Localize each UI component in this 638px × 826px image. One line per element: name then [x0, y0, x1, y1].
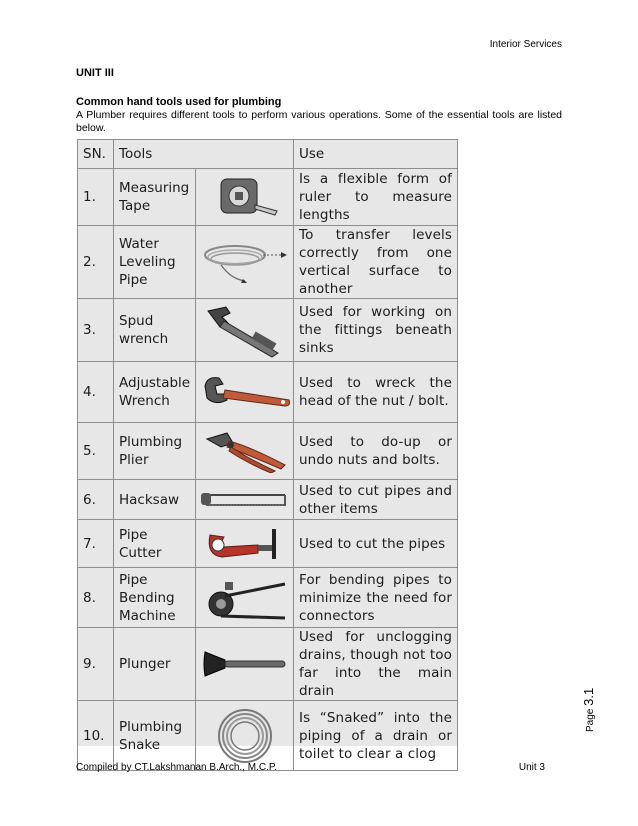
page-number-value: 3.1	[581, 687, 596, 706]
pipe-bender-icon	[196, 568, 294, 628]
row-tool: Plumbing Plier	[114, 423, 196, 480]
row-tool: Pipe Bending Machine	[114, 568, 196, 628]
row-tool: Pipe Cutter	[114, 520, 196, 568]
tools-table	[77, 139, 458, 771]
row-tool: Hacksaw	[114, 480, 196, 520]
table-row	[78, 423, 458, 480]
row-use: For bending pipes to minimize the need for connectors	[294, 568, 458, 628]
table-header-row	[78, 140, 458, 169]
unit-title: UNIT III	[76, 67, 114, 79]
row-sn: 3.	[78, 299, 114, 362]
table-row	[78, 299, 458, 362]
table-row	[78, 701, 458, 771]
header-use: Use	[294, 140, 458, 169]
row-tool: Spud wrench	[114, 299, 196, 362]
row-sn: 5.	[78, 423, 114, 480]
row-use: Is “Snaked” into the piping of a drain or toilet to clear a clog	[294, 701, 458, 771]
row-use: Is a flexible form of ruler to measure lengths	[294, 169, 458, 226]
table-row	[78, 568, 458, 628]
plumbing-plier-icon	[196, 423, 294, 480]
row-sn: 4.	[78, 362, 114, 423]
table-row	[78, 362, 458, 423]
row-sn: 7.	[78, 520, 114, 568]
row-use: Used for unclogging drains, though not too far into the main drain	[294, 628, 458, 701]
row-tool: Measuring Tape	[114, 169, 196, 226]
row-use: Used to wreck the head of the nut / bolt.	[294, 362, 458, 423]
spud-wrench-icon	[196, 299, 294, 362]
header-sn: SN.	[78, 140, 114, 169]
header-tools: Tools	[114, 140, 294, 169]
row-sn: 6.	[78, 480, 114, 520]
page-number	[581, 687, 597, 732]
row-sn: 9.	[78, 628, 114, 701]
row-tool: Water Leveling Pipe	[114, 226, 196, 299]
running-header: Interior Services	[489, 39, 562, 50]
row-use: Used to cut the pipes	[294, 520, 458, 568]
row-sn: 1.	[78, 169, 114, 226]
section-title: Common hand tools used for plumbing	[76, 96, 282, 108]
table-row	[78, 226, 458, 299]
table-row	[78, 169, 458, 226]
plunger-icon	[196, 628, 294, 701]
row-sn: 8.	[78, 568, 114, 628]
row-sn: 2.	[78, 226, 114, 299]
hacksaw-icon	[196, 480, 294, 520]
row-tool: Plunger	[114, 628, 196, 701]
row-use: Used to do-up or undo nuts and bolts.	[294, 423, 458, 480]
page-label: Page	[585, 708, 596, 732]
tools-table-container	[77, 139, 458, 762]
row-use: Used to cut pipes and other items	[294, 480, 458, 520]
row-use: Used for working on the fittings beneath sinks	[294, 299, 458, 362]
footer-compiled-by: Compiled by CT.Lakshmanan B.Arch., M.C.P.	[76, 762, 278, 773]
table-row	[78, 520, 458, 568]
water-level-pipe-icon	[196, 226, 294, 299]
footer-unit: Unit 3	[518, 762, 545, 773]
pipe-cutter-icon	[196, 520, 294, 568]
table-row	[78, 628, 458, 701]
row-tool: Plumbing Snake	[114, 701, 196, 771]
plumbing-snake-icon	[196, 701, 294, 771]
measuring-tape-icon	[196, 169, 294, 226]
table-row	[78, 480, 458, 520]
row-use: To transfer levels correctly from one vertical surface to another	[294, 226, 458, 299]
intro-paragraph: A Plumber requires different tools to perform various operations. Some of the essential tools are listed below.	[76, 109, 562, 134]
adjustable-wrench-icon	[196, 362, 294, 423]
row-sn: 10.	[78, 701, 114, 771]
row-tool: Adjustable Wrench	[114, 362, 196, 423]
